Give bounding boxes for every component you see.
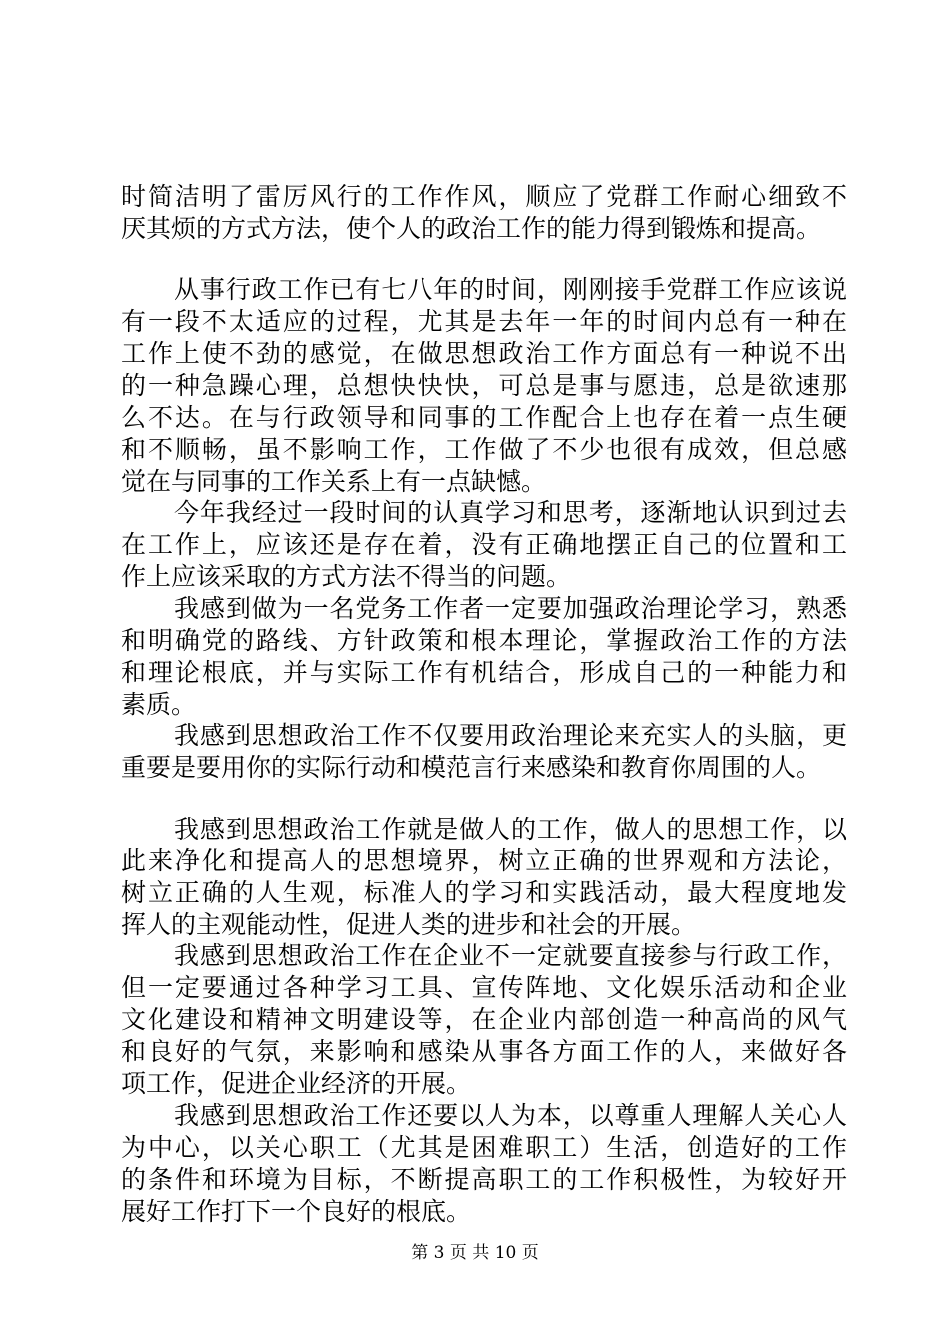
paragraph-line: 和良好的气氛，来影响和感染从事各方面工作的人，来做好各 (121, 1037, 847, 1067)
paragraph-line: 素质。 (121, 689, 197, 719)
paragraph-line: 树立正确的人生观，标准人的学习和实践活动，最大程度地发 (121, 878, 847, 908)
paragraph-line: 展好工作打下一个良好的根底。 (121, 1197, 472, 1226)
paragraph-line: 么不达。在与行政领导和同事的工作配合上也存在着一点生硬 (121, 402, 847, 432)
paragraph-line: 和明确党的路线、方针政策和根本理论，掌握政治工作的方法 (121, 625, 847, 655)
paragraph-line: 我感到思想政治工作就是做人的工作，做人的思想工作，以 (174, 814, 847, 844)
paragraph-line: 文化建设和精神文明建设等，在企业内部创造一种高尚的风气 (121, 1005, 847, 1035)
paragraph-line: 为中心，以关心职工（尤其是困难职工）生活，创造好的工作 (121, 1133, 847, 1163)
paragraph-line: 的一种急躁心理，总想快快快，可总是事与愿违，总是欲速那 (121, 370, 847, 400)
paragraph-line: 挥人的主观能动性，促进人类的进步和社会的开展。 (121, 910, 697, 940)
paragraph-line: 在工作上，应该还是存在着，没有正确地摆正自己的位置和工 (121, 529, 847, 559)
page-footer (0, 1241, 950, 1265)
paragraph-line: 觉在与同事的工作关系上有一点缺憾。 (121, 466, 547, 496)
paragraph-line: 我感到做为一名党务工作者一定要加强政治理论学习，熟悉 (174, 593, 847, 623)
paragraph-line: 但一定要通过各种学习工具、宣传阵地、文化娱乐活动和企业 (121, 973, 847, 1003)
paragraph-line: 工作上使不劲的感觉，在做思想政治工作方面总有一种说不出 (121, 338, 847, 368)
page-number-label: 第 3 页 共 10 页 (411, 1243, 539, 1263)
paragraph-line: 今年我经过一段时间的认真学习和思考，逐渐地认识到过去 (174, 497, 847, 527)
paragraph-line: 和理论根底，并与实际工作有机结合，形成自己的一种能力和 (121, 657, 847, 687)
paragraph-line: 我感到思想政治工作在企业不一定就要直接参与行政工作， (174, 941, 847, 971)
paragraph-line: 我感到思想政治工作不仅要用政治理论来充实人的头脑，更 (174, 721, 847, 751)
paragraph-line: 重要是要用你的实际行动和模范言行来感染和教育你周围的人。 (121, 753, 822, 783)
paragraph-line: 从事行政工作已有七八年的时间，刚刚接手党群工作应该说 (174, 275, 847, 305)
paragraph-line: 有一段不太适应的过程，尤其是去年一年的时间内总有一种在 (121, 307, 847, 337)
paragraph-line: 作上应该采取的方式方法不得当的问题。 (121, 561, 572, 591)
paragraph-line: 和不顺畅，虽不影响工作，工作做了不少也很有成效，但总感 (121, 434, 847, 464)
paragraph-line: 此来净化和提高人的思想境界，树立正确的世界观和方法论， (121, 846, 847, 876)
paragraph-line: 项工作，促进企业经济的开展。 (121, 1069, 472, 1099)
paragraph-line: 厌其烦的方式方法，使个人的政治工作的能力得到锻炼和提高。 (121, 213, 822, 243)
paragraph-line: 我感到思想政治工作还要以人为本，以尊重人理解人关心人 (174, 1101, 847, 1131)
paragraph-line: 的条件和环境为目标，不断提高职工的工作积极性，为较好开 (121, 1165, 847, 1195)
paragraph-line: 时简洁明了雷厉风行的工作作风，顺应了党群工作耐心细致不 (121, 182, 847, 211)
